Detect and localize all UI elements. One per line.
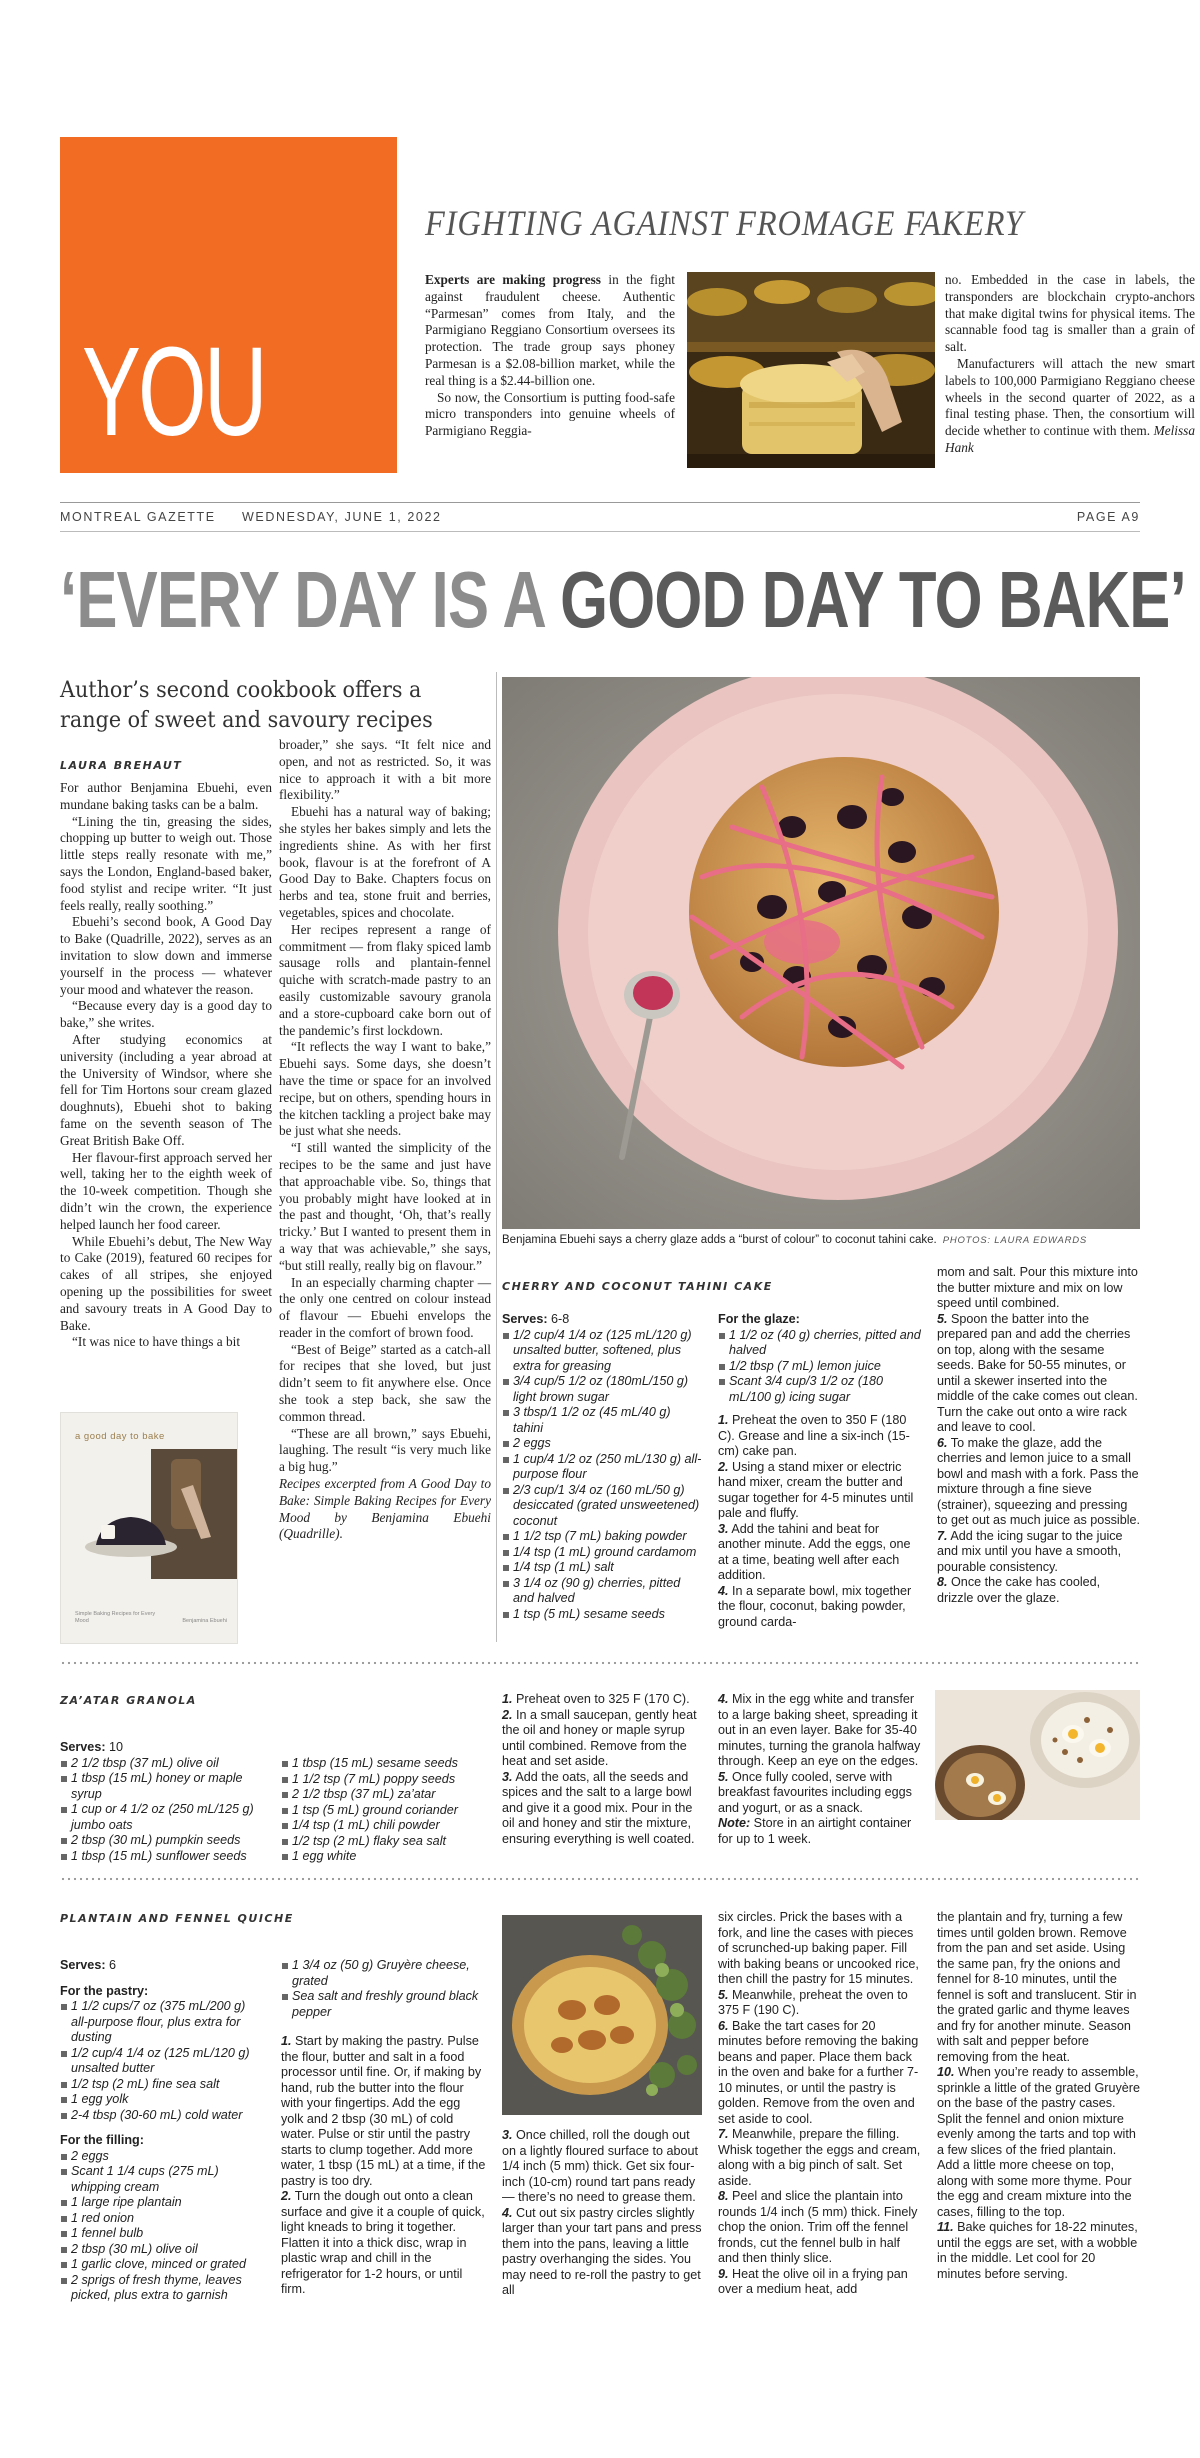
step-text: Add the tahini and beat for another minute. Add the eggs, one at a time, beating well after each addition. (718, 1521, 911, 1582)
byline: LAURA BREHAUT (60, 759, 183, 772)
step-text: Turn the dough out onto a clean surface and give it a couple of quick, light kneads to bring it together. Flatten it into a thick disc, wrap in plastic wrap and chill in the refrigerator for 1-2 hours, or until firm. (281, 2189, 485, 2296)
section-divider (60, 1660, 1140, 1666)
step-number: 2. (502, 1707, 513, 1722)
step-text: Mix in the egg white and transfer to a large baking sheet, spreading it out in an even layer. Bake for 35-40 minutes, turning the granola halfway through. Keep an eye on the edges. (718, 1692, 921, 1768)
ingredient: 2 eggs (60, 2149, 265, 2165)
step-text: Once chilled, roll the dough out on a lightly floured surface to about 1/4 inch (5 mm) thick. Get six four-inch (10-cm) round tart pans ready — there’s no need to grease them. (502, 2128, 699, 2204)
glaze-label: For the glaze: (718, 1312, 800, 1326)
ingredient: 1/2 tbsp (7 mL) lemon juice (718, 1359, 923, 1375)
teaser-title: FIGHTING AGAINST FROMAGE FAKERY (425, 203, 1024, 243)
recipe-step (718, 1522, 923, 1584)
story-paragraph: “It reflects the way I want to bake,” Ebuehi says. Some days, she doesn’t have the time or space for an involved recipe, but on others, spending hours in the kitchen tackling a project bake may be just what she needs. (279, 1039, 491, 1139)
step-number: 11. (937, 2220, 954, 2234)
recipe-step (937, 1436, 1140, 1529)
serves-label: Serves: (60, 1740, 106, 1754)
teaser-column-1 (425, 272, 675, 440)
step-text: Add the icing sugar to the juice and mix until you have a smooth, pourable consistency. (937, 1528, 1123, 1574)
serves-value: 10 (105, 1740, 124, 1754)
step-number: 7. (937, 1528, 948, 1543)
step-number: 1. (718, 1413, 729, 1427)
quiche-ingredients-1 (60, 1958, 265, 2304)
ingredient: 1 1/2 oz (40 g) cherries, pitted and halved (718, 1328, 923, 1359)
step-number: 8. (937, 1575, 948, 1589)
recipe-step (718, 1460, 923, 1522)
folio-paper: MONTREAL GAZETTE (60, 510, 216, 524)
teaser-text: Manufacturers will attach the new smart labels to 100,000 Parmigiano Reggiano cheese wheels in the second quarter of 2022, as a final testing phase. Then, the consortium will decide whether to continue with them. (945, 355, 1195, 439)
recipe-step (718, 2127, 923, 2189)
step-number: 3. (502, 2128, 513, 2142)
step-text: When you’re ready to assemble, sprinkle a little of the grated Gruyère on the base of the pastry cases. Split the fennel and onion mixture evenly among the tarts and top with a few slices of the fried plantain. Add a little more cheese on top, along with some more thyme. Pour the egg and cream mixture into the cases, filling to the top. (937, 2065, 1141, 2219)
recipe-step: six circles. Prick the bases with a fork, and line the cases with pieces of scrunched-up baking paper. Fill with baking beans or uncooked rice, then chill the pastry for 15 minutes. (718, 1910, 919, 1986)
ingredient: 3 1/4 oz (90 g) cherries, pitted and halved (502, 1576, 702, 1607)
ingredient: 1/2 tsp (2 mL) fine sea salt (60, 2077, 265, 2093)
step-number: 5. (718, 1769, 729, 1784)
step-number: 2. (281, 2189, 292, 2203)
step-number: 2. (718, 1459, 729, 1474)
ingredient: 1 red onion (60, 2211, 265, 2227)
cake-steps-continued (937, 1265, 1140, 1606)
ingredient: 3 tbsp/1 1/2 oz (45 mL/40 g) tahini (502, 1405, 702, 1436)
recipe-step (281, 2034, 486, 2189)
step-number: 7. (718, 2127, 729, 2141)
ingredient: 1 3/4 oz (50 g) Gruyère cheese, grated (281, 1958, 486, 1989)
photo-caption (502, 1234, 1140, 1246)
step-text: In a separate bowl, mix together the flour, coconut, baking powder, ground carda- (718, 1583, 912, 1629)
folio-rule-bottom (60, 531, 1140, 532)
recipe-step (718, 2019, 923, 2128)
recipe-step (718, 1988, 923, 2019)
step-text: Add the oats, all the seeds and spices and the salt to a large bowl and give it a good mix. Pour in the oil and honey and stir the mixture, ensuring everything is well coated. (502, 1769, 695, 1846)
step-number: 3. (502, 1769, 513, 1784)
story-column-2 (279, 737, 491, 1543)
teaser-text: So now, the Consortium is putting food-safe micro transponders into genuine wheels of Parmigiano Reggia- (425, 389, 675, 439)
step-text: Store in an airtight container for up to 1 week. (718, 1816, 912, 1846)
caption-text: Benjamina Ebuehi says a cherry glaze adds a “burst of colour” to coconut tahini cake. (502, 1234, 937, 1246)
step-text: Once the cake has cooled, drizzle over the glaze. (937, 1575, 1101, 1605)
story-paragraph: “It was nice to have things a bit (72, 1334, 241, 1350)
cake-photo (502, 677, 1140, 1229)
ingredient: 1 cup or 4 1/2 oz (250 mL/125 g) jumbo oats (60, 1802, 260, 1833)
headline (60, 555, 1186, 644)
teaser-lead: Experts are making progress (425, 272, 601, 287)
step-text: Start by making the pastry. Pulse the flour, butter and salt in a food processor until fine. Or, if making by hand, rub the butter into the flour with your fingertips. Add the egg yolk and 2 tbsp (30 mL) of cold water. Pulse or stir until the pastry starts to clump together. Add more water, 1 tbsp (15 mL) at a time, if the pastry is too dry. (281, 2034, 486, 2188)
quiche-column-3 (502, 2128, 707, 2299)
step-number: 8. (718, 2189, 729, 2203)
ingredient: 1 1/2 cups/7 oz (375 mL/200 g) all-purpose flour, plus extra for dusting (60, 1999, 265, 2046)
deck: Author’s second cookbook offers a range of sweet and savoury recipes (60, 677, 433, 733)
granola-steps-1 (502, 1692, 707, 1847)
folio-rule-top (60, 502, 1140, 503)
book-cover (60, 1412, 238, 1644)
ingredient: 1/2 cup/4 1/4 oz (125 mL/120 g) unsalted butter, softened, plus extra for greasing (502, 1328, 702, 1375)
ingredient: 2 1/2 tbsp (37 mL) za’atar (281, 1787, 481, 1803)
ingredient: 1 tbsp (15 mL) sunflower seeds (60, 1849, 260, 1865)
step-number: 4. (718, 1583, 729, 1598)
story-paragraph: “These are all brown,” says Ebuehi, laughing. The result “is very much like a big hug.” (279, 1425, 491, 1475)
step-number: 4. (502, 2205, 513, 2220)
ingredient: 2 tbsp (30 mL) pumpkin seeds (60, 1833, 260, 1849)
recipe-step (502, 2128, 707, 2206)
story-paragraph: After studying economics at university (including a year abroad at the University of Windsor, where she fell for Tim Hortons sour cream glazed doughnuts), Ebuehi shot to baking fame on the seventh season of The Great British Bake Off. (60, 1031, 272, 1148)
cheese-photo (687, 272, 935, 468)
teaser-text: no. Embedded in the case in labels, the transponders are blockchain crypto-anchors that make digital twins for physical items. The scannable food tag is smaller than a grain of salt. (945, 272, 1195, 355)
ingredient: 2 1/2 tbsp (37 mL) olive oil (60, 1756, 260, 1772)
ingredient: Scant 1 1/4 cups (275 mL) whipping cream (60, 2164, 265, 2195)
story-paragraph: “Best of Beige” started as a catch-all for recipes that she loved, but just didn’t seem to fit anywhere else. Once she took a step back, she saw the common thread. (279, 1341, 491, 1424)
ingredient: 1/2 tsp (2 mL) flaky sea salt (281, 1834, 481, 1850)
story-paragraph: Ebuehi has a natural way of baking; she styles her bakes simply and lets the ingredients shine. As with her first book, flavour is at the forefront of A Good Day to Bake. Chapters focus on herbs and tea, stone fruit and berries, vegetables, spices and chocolate. (279, 804, 491, 920)
story-paragraph: “Because every day is a good day to bake,” she writes. (60, 998, 272, 1031)
step-number: 1. (502, 1692, 513, 1706)
recipe-step (937, 1529, 1140, 1576)
ingredient: 3/4 cup/5 1/2 oz (180mL/150 g) light brown sugar (502, 1374, 702, 1405)
step-text: Using a stand mixer or electric hand mixer, cream the butter and sugar together for 4-5 minutes until pale and fluffy. (718, 1459, 914, 1520)
ingredient: 1/4 tsp (1 mL) salt (502, 1560, 702, 1576)
granola-recipe-title: ZA’ATAR GRANOLA (60, 1694, 197, 1707)
filling-label: For the filling: (60, 2133, 144, 2147)
granola-photo (935, 1690, 1140, 1820)
quiche-column-4 (718, 1910, 923, 2298)
headline-part-2: GOOD DAY TO BAKE’ (560, 555, 1186, 644)
ingredient: 1/2 cup/4 1/4 oz (125 mL/120 g) unsalted butter (60, 2046, 265, 2077)
recipe-step (718, 2189, 923, 2267)
recipe-step (937, 2220, 1140, 2282)
section-divider (60, 1876, 1140, 1882)
column-rule (496, 672, 497, 1642)
recipe-step (718, 1816, 923, 1847)
step-number: 5. (718, 1987, 729, 2002)
recipe-step (281, 2189, 486, 2298)
step-number: 5. (937, 1311, 948, 1326)
recipe-step (718, 1584, 923, 1631)
ingredient: 2 sprigs of fresh thyme, leaves picked, plus extra to garnish (60, 2273, 265, 2304)
recipe-step (502, 1708, 707, 1770)
recipe-step (937, 1312, 1140, 1436)
recipe-step (502, 1692, 707, 1708)
step-number: 6. (718, 2018, 729, 2033)
ingredient: 1 egg yolk (60, 2092, 265, 2108)
recipe-step: the plantain and fry, turning a few times until golden brown. Remove from the pan and set aside. Using the same pan, fry the onions and fennel for 8-10 minutes, until the fennel is soft and translucent. Stir in the grated garlic and thyme leaves and fry for another minute. Season with salt and pepper before removing from the heat. (937, 1910, 1137, 2064)
ingredient: 1 tsp (5 mL) sesame seeds (502, 1607, 702, 1623)
step-text: Bake quiches for 18-22 minutes, until the eggs are set, with a wobble in the middle. Let cool for 20 minutes before serving. (937, 2220, 1138, 2281)
step-text: Meanwhile, preheat the oven to 375 F (190 C). (718, 1987, 908, 2017)
step-text: Preheat the oven to 350 F (180 C). Grease and line a six-inch (15-cm) cake pan. (718, 1413, 910, 1458)
ingredient: 1 cup/4 1/2 oz (250 mL/130 g) all-purpose flour (502, 1452, 702, 1483)
book-cover-author: Benjamina Ebuehi (182, 1618, 227, 1624)
step-number: 4. (718, 1692, 729, 1706)
ingredient: Sea salt and freshly ground black pepper (281, 1989, 486, 2020)
step-text: Preheat oven to 325 F (170 C). (512, 1692, 690, 1706)
serves-value: 6-8 (547, 1312, 570, 1326)
story-paragraph: “I still wanted the simplicity of the recipes to be the same and just have that approachable vibe. So, things that you probably might have looked at in the past and thought, ‘Oh, that’s really tricky.’ But I wanted to present them in a way that was achievable,” she says, “but still really, really big on flavour.” (279, 1140, 491, 1273)
ingredient: 1 tbsp (15 mL) sesame seeds (281, 1756, 481, 1772)
ingredient: 2 eggs (502, 1436, 702, 1452)
step-text: Peel and slice the plantain into rounds 1/4 inch (5 mm) thick. Finely chop the onion. Trim off the fennel fronds, cut the fennel bulb in half and then thinly slice. (718, 2189, 918, 2265)
step-text: Cut out six pastry circles slightly larger than your tart pans and press them into the pans, leaving a little pastry overhanging the sides. You may need to re-roll the pastry to get all (502, 2205, 702, 2297)
teaser-signoff: Melissa Hank (945, 423, 1195, 455)
step-number: 10. (937, 2065, 955, 2079)
ingredient: Scant 3/4 cup/3 1/2 oz (180 mL/100 g) icing sugar (718, 1374, 923, 1405)
ingredient: 1 garlic clove, minced or grated (60, 2257, 265, 2273)
logo-text: YOU (82, 321, 265, 462)
quiche-photo (502, 1915, 702, 2115)
step-text: To make the glaze, add the cherries and lemon juice to a small bowl and mash with a fork. Pass the mixture through a fine sieve (strainer), squeezing and pressing to get out as much juice as possible. (937, 1435, 1141, 1527)
cake-recipe-title: CHERRY AND COCONUT TAHINI CAKE (502, 1280, 773, 1293)
recipe-step (937, 1575, 1140, 1606)
recipe-step (718, 1770, 923, 1817)
pastry-label: For the pastry: (60, 1983, 149, 1998)
folio-date: WEDNESDAY, JUNE 1, 2022 (242, 510, 442, 524)
story-paragraph: For author Benjamina Ebuehi, even mundane baking tasks can be a balm. (60, 780, 272, 812)
recipe-step (718, 2267, 923, 2298)
step-text: Meanwhile, prepare the filling. Whisk together the eggs and cream, along with a big pinch of salt. Set aside. (718, 2127, 921, 2188)
headline-part-1: ‘EVERY DAY IS A (60, 555, 561, 644)
quiche-column-2 (281, 1958, 486, 2298)
ingredient: 2/3 cup/1 3/4 oz (160 mL/50 g) desiccated (grated unsweetened) coconut (502, 1483, 702, 1530)
recipe-step (502, 2206, 707, 2299)
ingredient: 1 tsp (5 mL) ground coriander (281, 1803, 481, 1819)
step-text: Heat the olive oil in a frying pan over a medium heat, add (718, 2266, 908, 2296)
story-column-1 (60, 780, 272, 1351)
step-number: 9. (718, 2266, 729, 2281)
cake-ingredients (502, 1312, 702, 1622)
ingredient: 1 large ripe plantain (60, 2195, 265, 2211)
serves-label: Serves: (502, 1312, 548, 1326)
step-text: Once fully cooled, serve with breakfast favourites including eggs and yogurt, or as a snack. (718, 1769, 912, 1815)
granola-ingredients-1 (60, 1740, 260, 1864)
ingredient: 2-4 tbsp (30-60 mL) cold water (60, 2108, 265, 2124)
ingredient: 1/4 tsp (1 mL) ground cardamom (502, 1545, 702, 1561)
recipe-step (937, 2065, 1140, 2220)
step-number: 6. (937, 1435, 948, 1450)
recipe-step (502, 1770, 707, 1848)
story-paragraph: In an especially charming chapter — the only one centred on colour instead of flavour — Ebuehi envelops the reader in the comfort of brown food. (279, 1274, 491, 1340)
book-cover-subtitle: Simple Baking Recipes for Every Mood (75, 1611, 156, 1624)
story-paragraph: Ebuehi’s second book, A Good Day to Bake (Quadrille, 2022), serves as an invitation to slow down and immerse yourself in the process — whatever your mood and whatever the reason. (60, 914, 272, 997)
quiche-recipe-title: PLANTAIN AND FENNEL QUICHE (60, 1912, 294, 1925)
story-paragraph: “Lining the tin, greasing the sides, chopping up butter to weigh out. Those little steps really resonate with me,” says the London, England-based baker, food stylist and recipe writer. “It just feels really, really soothing.” (60, 813, 272, 913)
ingredient: 1 1/2 tsp (7 mL) baking powder (502, 1529, 702, 1545)
section-logo (60, 137, 397, 473)
granola-ingredients-2 (281, 1756, 481, 1865)
step-text: Spoon the batter into the prepared pan and add the cherries on top, along with the sesame seeds. Bake for 50-55 minutes, or until a skewer inserted into the middle of the cake comes out clean. Turn the cake out onto a wire rack and leave to cool. (937, 1311, 1138, 1434)
step-number: 3. (718, 1521, 729, 1536)
story-paragraph: While Ebuehi’s debut, The New Way to Cake (2019), featured 60 recipes for cakes of all stripes, she enjoyed opening up the possibilities for sweet and savoury treats in A Good Day to Bake. (60, 1233, 272, 1333)
ingredient: 1 tbsp (15 mL) honey or maple syrup (60, 1771, 260, 1802)
photo-credit: PHOTOS: LAURA EDWARDS (942, 1235, 1088, 1246)
recipe-step (718, 1413, 923, 1460)
ingredient: 2 tbsp (30 mL) olive oil (60, 2242, 265, 2258)
story-paragraph: broader,” she says. “It felt nice and open, and not as restricted. So, it was nice to approach it with a bit more flexibility.” (279, 737, 491, 803)
excerpt-note: Recipes excerpted from A Good Day to Bake: Simple Baking Recipes for Every Mood by Benjamina Ebuehi (Quadrille). (279, 1476, 491, 1542)
ingredient: 1 egg white (281, 1849, 481, 1865)
book-cover-title: a good day to bake (75, 1431, 165, 1442)
teaser-column-3 (945, 272, 1195, 457)
granola-steps-2 (718, 1692, 923, 1847)
step-text: In a small saucepan, gently heat the oil and honey or maple syrup until combined. Remove from the heat and set aside. (502, 1707, 697, 1768)
ingredient: 1 1/2 tsp (7 mL) poppy seeds (281, 1772, 481, 1788)
cake-glaze-and-steps (718, 1312, 923, 1630)
folio-page: PAGE A9 (1076, 510, 1140, 524)
step-number: 1. (281, 2034, 292, 2048)
ingredient: 1/4 tsp (1 mL) chili powder (281, 1818, 481, 1834)
ingredient: 1 fennel bulb (60, 2226, 265, 2242)
story-paragraph: Her flavour-first approach served her well, taking her to the eighth week of the 10-week competition. Though she didn’t win the crown, the experience helped launch her food career. (60, 1149, 272, 1232)
serves-label: Serves: (60, 1958, 106, 1972)
serves-value: 6 (105, 1958, 117, 1972)
step-number: Note: (718, 1816, 751, 1830)
quiche-column-5 (937, 1910, 1140, 2282)
story-paragraph: Her recipes represent a range of commitment — from flaky spiced lamb sausage rolls and plantain-fennel quiche with scratch-made pastry to an easily customizable savoury granola and a store-cupboard cake born out of the pandemic’s first lockdown. (279, 921, 491, 1038)
step-text: Bake the tart cases for 20 minutes before removing the baking beans and paper. Place them back in the oven and bake for a further 7-10 minutes, or until the pastry is golden. Remove from the oven and set aside to cool. (718, 2018, 919, 2126)
teaser-text: in the fight against fraudulent cheese. Authentic “Parmesan” comes from Italy, and the Parmigiano Reggiano Consortium oversees its protection. The trade group says phoney Parmesan is a $2.08-billion market, while the real thing is a $2.44-billion one. (425, 272, 675, 388)
recipe-step: mom and salt. Pour this mixture into the butter mixture and mix on low speed until combined. (937, 1265, 1138, 1310)
recipe-step (718, 1692, 923, 1770)
